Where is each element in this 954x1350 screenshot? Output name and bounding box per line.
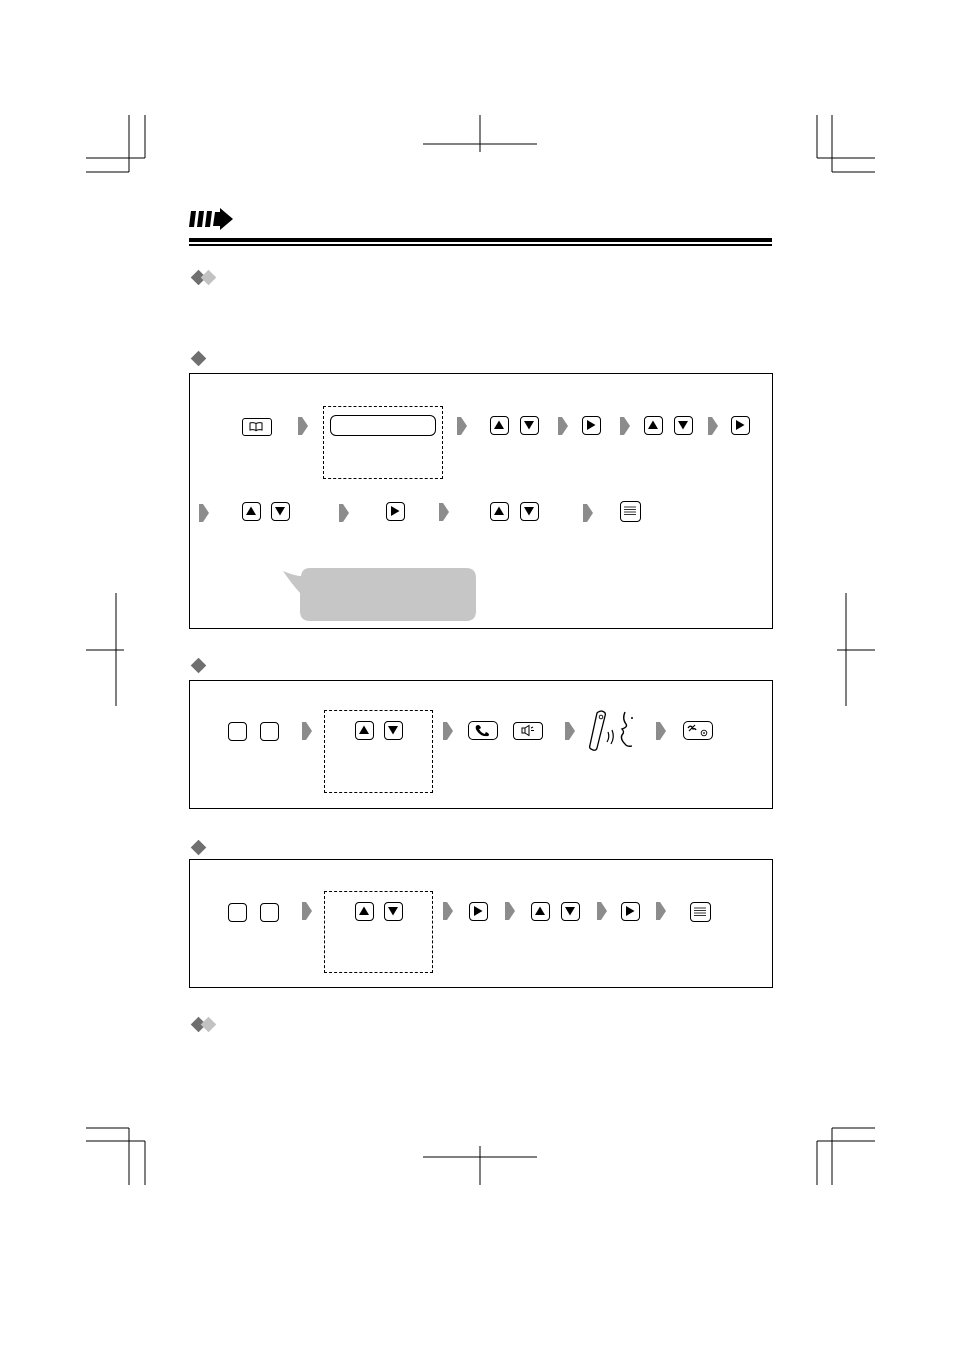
menu-button[interactable] bbox=[690, 902, 711, 922]
down-button[interactable] bbox=[520, 502, 539, 521]
down-triangle-button-icon bbox=[675, 417, 691, 433]
down-button[interactable] bbox=[674, 416, 693, 435]
up-button[interactable] bbox=[531, 902, 550, 921]
up-triangle-button-icon bbox=[532, 903, 548, 919]
up-button[interactable] bbox=[490, 416, 509, 435]
speech-bubble bbox=[283, 565, 483, 625]
down-triangle-button-icon bbox=[385, 722, 401, 738]
menu-button-icon bbox=[691, 903, 709, 920]
up-triangle-button-icon bbox=[491, 417, 507, 433]
up-triangle-button-icon bbox=[243, 503, 259, 519]
phonebook-button-icon bbox=[243, 419, 270, 434]
right-triangle-button-icon bbox=[583, 417, 599, 433]
dial-key-button[interactable] bbox=[260, 903, 279, 922]
header-rule-thin bbox=[189, 244, 772, 246]
right-button[interactable] bbox=[731, 416, 750, 435]
dial-key-button[interactable] bbox=[228, 722, 247, 741]
down-button[interactable] bbox=[561, 902, 580, 921]
talk-button[interactable] bbox=[468, 721, 498, 740]
header-rule-thick bbox=[189, 238, 772, 242]
display-field bbox=[330, 415, 436, 436]
down-button[interactable] bbox=[271, 502, 290, 521]
down-triangle-button-icon bbox=[385, 903, 401, 919]
double-diamond-icon bbox=[191, 1017, 221, 1033]
speaker-button[interactable] bbox=[513, 722, 543, 740]
menu-button[interactable] bbox=[620, 501, 641, 522]
speaker-button-icon bbox=[514, 723, 541, 738]
down-triangle-button-icon bbox=[562, 903, 578, 919]
right-triangle-button-icon bbox=[470, 903, 486, 919]
right-triangle-button-icon bbox=[387, 503, 403, 519]
up-button[interactable] bbox=[355, 902, 374, 921]
down-button[interactable] bbox=[384, 721, 403, 740]
handset-speaking-icon bbox=[589, 710, 639, 752]
right-button[interactable] bbox=[469, 902, 488, 921]
double-diamond-icon bbox=[191, 270, 221, 286]
up-button[interactable] bbox=[355, 721, 374, 740]
right-triangle-button-icon bbox=[732, 417, 748, 433]
talk-button-icon bbox=[469, 722, 496, 738]
up-triangle-button-icon bbox=[356, 903, 372, 919]
down-triangle-button-icon bbox=[521, 417, 537, 433]
up-button[interactable] bbox=[242, 502, 261, 521]
right-button[interactable] bbox=[582, 416, 601, 435]
up-triangle-button-icon bbox=[356, 722, 372, 738]
right-button[interactable] bbox=[386, 502, 405, 521]
up-button[interactable] bbox=[644, 416, 663, 435]
right-button[interactable] bbox=[621, 902, 640, 921]
dial-key-button[interactable] bbox=[260, 722, 279, 741]
phonebook-button[interactable] bbox=[242, 418, 272, 436]
display-area bbox=[324, 710, 433, 793]
up-button[interactable] bbox=[490, 502, 509, 521]
down-triangle-button-icon bbox=[272, 503, 288, 519]
off-power-button[interactable] bbox=[683, 721, 713, 740]
dial-key-button[interactable] bbox=[228, 903, 247, 922]
menu-button-icon bbox=[621, 502, 639, 520]
procedure-panel-3 bbox=[189, 859, 773, 988]
procedure-panel-2 bbox=[189, 680, 773, 809]
up-triangle-button-icon bbox=[491, 503, 507, 519]
right-triangle-button-icon bbox=[622, 903, 638, 919]
display-area bbox=[324, 891, 433, 973]
down-button[interactable] bbox=[520, 416, 539, 435]
down-triangle-button-icon bbox=[521, 503, 537, 519]
up-triangle-button-icon bbox=[645, 417, 661, 433]
off-power-button-icon bbox=[684, 722, 711, 738]
triple-bar-arrow-icon bbox=[189, 208, 237, 234]
down-button[interactable] bbox=[384, 902, 403, 921]
